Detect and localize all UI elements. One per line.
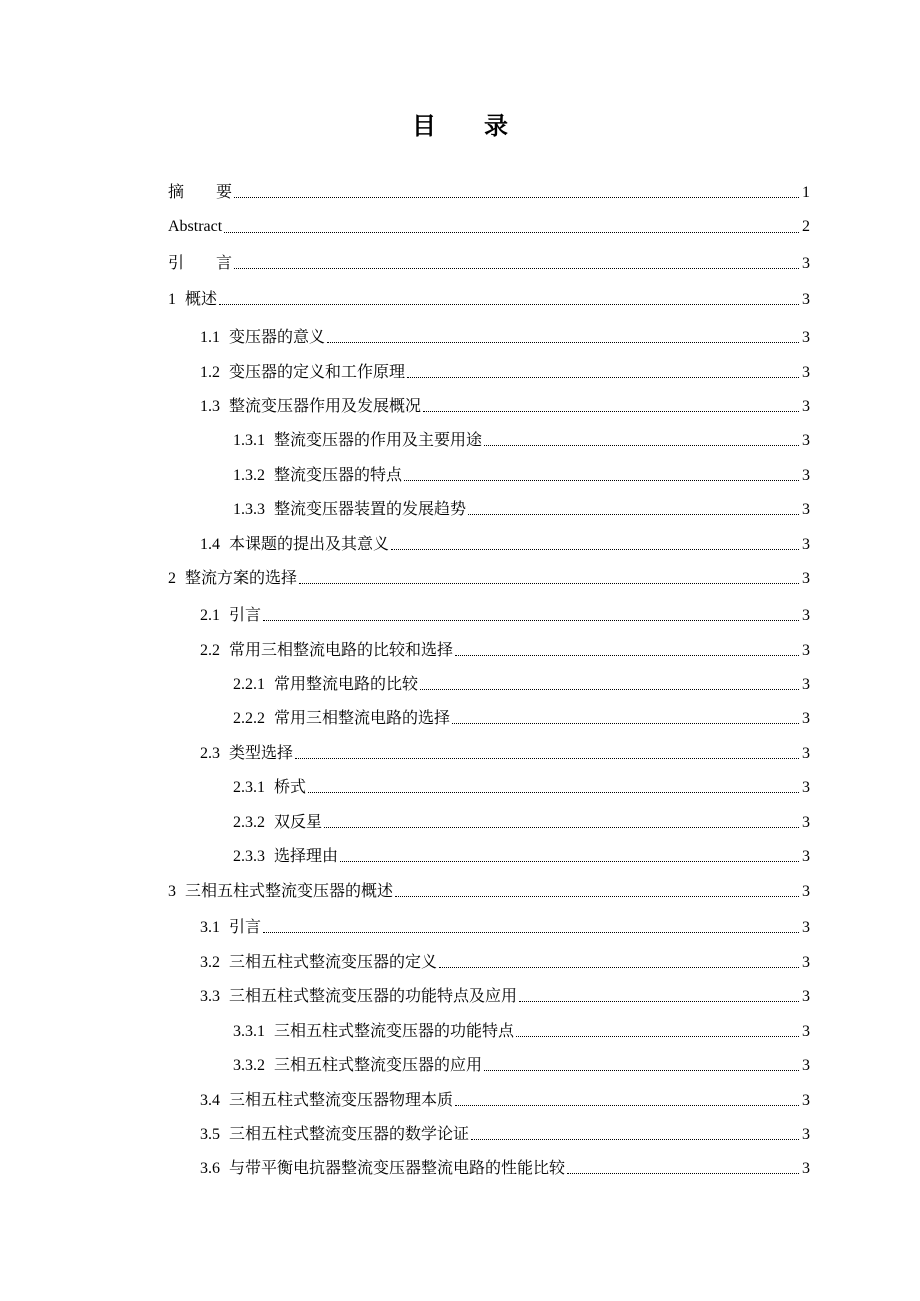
toc-entry-number: 2.2 [200,642,220,659]
toc-leader-dots [299,582,799,584]
toc-entry-page: 3 [802,919,810,936]
toc-leader-dots [484,1069,799,1071]
toc-leader-dots [471,1138,799,1140]
toc-entry-label: 变压器的定义和工作原理 [229,362,406,381]
toc-leader-dots [439,966,799,968]
toc-entry-number: 1.4 [200,536,220,553]
toc-entry-number: 3.5 [200,1126,220,1143]
toc-entry-page: 2 [802,218,810,235]
toc-entry-1-1[interactable] [200,326,810,348]
toc-entry-page: 3 [802,1092,810,1109]
toc-entry-page: 3 [802,1057,810,1074]
toc-leader-dots [455,1104,799,1106]
toc-entry-3-5[interactable] [200,1123,810,1145]
toc-entry-number: 1.2 [200,364,220,381]
toc-leader-dots [455,654,799,656]
toc-entry-page: 3 [802,1126,810,1143]
toc-entry-number: 1.3.3 [233,501,265,518]
toc-entry-label: 桥式 [274,777,307,796]
toc-entry-3[interactable] [168,880,810,902]
toc-leader-dots [420,688,799,690]
toc-entry-page: 3 [802,745,810,762]
toc-leader-dots [295,757,799,759]
toc-leader-dots [263,931,799,933]
toc-leader-dots [340,860,799,862]
toc-entry-1-3-2[interactable] [233,464,810,486]
toc-entry-label: 整流变压器装置的发展趋势 [274,499,467,518]
toc-entry-label: 类型选择 [229,743,294,762]
toc-entry-3-3-1[interactable] [233,1020,810,1042]
toc-entry-page: 3 [802,607,810,624]
toc-entry-page: 3 [802,570,810,587]
toc-entry-label: 三相五柱式整流变压器的应用 [274,1055,483,1074]
toc-entry-label: 三相五柱式整流变压器物理本质 [229,1090,454,1109]
toc-entry-page: 3 [802,364,810,381]
toc-leader-dots [423,410,799,412]
toc-entry-label: 整流变压器作用及发展概况 [229,396,422,415]
toc-entry-label: 引 言 [168,253,233,272]
toc-entry-number: 1.1 [200,329,220,346]
toc-entry-2-3[interactable] [200,742,810,764]
toc-leader-dots [234,196,799,198]
toc-entry-3-4[interactable] [200,1089,810,1111]
toc-leader-dots [468,513,799,515]
toc-entry-2[interactable] [168,567,810,589]
toc-entry-number: 2.2.1 [233,676,265,693]
toc-entry-number: 3.1 [200,919,220,936]
toc-entry-label: 三相五柱式整流变压器的功能特点 [274,1021,515,1040]
toc-entry-page: 3 [802,954,810,971]
toc-entry-2-2[interactable] [200,639,810,661]
toc-entry-number: 2.2.2 [233,710,265,727]
toc-entry-3-3[interactable] [200,985,810,1007]
toc-entry-label: 引言 [229,917,262,936]
toc-entry-page: 3 [802,676,810,693]
toc-entry-page: 3 [802,848,810,865]
toc-entry-label: 选择理由 [274,846,339,865]
toc-entry-number: 1.3.1 [233,432,265,449]
toc-entry-3-6[interactable] [200,1157,810,1179]
toc-entry-page: 3 [802,779,810,796]
toc-entry-number: 1 [168,291,176,308]
toc-entry-number: 2.3.1 [233,779,265,796]
page-title: 目 录 [412,111,508,140]
toc-entry-1-4[interactable] [200,533,810,555]
toc-entry-number: 3 [168,883,176,900]
toc-entry-page: 3 [802,710,810,727]
toc-entry-abstract-cn[interactable] [168,181,810,203]
toc-entry-abstract-en[interactable] [168,216,810,238]
toc-leader-dots [452,722,799,724]
toc-entry-page: 3 [802,883,810,900]
toc-leader-dots [219,303,799,305]
toc-leader-dots [308,791,799,793]
toc-entry-label: 整流方案的选择 [185,568,298,587]
toc-leader-dots [327,341,799,343]
toc-leader-dots [395,895,799,897]
toc-entry-page: 3 [802,642,810,659]
toc-leader-dots [484,444,799,446]
toc-entry-2-1[interactable] [200,604,810,626]
toc-entry-number: 2.3.3 [233,848,265,865]
toc-entry-page: 3 [802,467,810,484]
toc-entry-2-3-2[interactable] [233,811,810,833]
toc-entry-page: 3 [802,988,810,1005]
toc-entry-label: 引言 [229,605,262,624]
toc-entry-1-3[interactable] [200,395,810,417]
toc-leader-dots [567,1172,799,1174]
toc-leader-dots [407,376,799,378]
toc-entry-page: 3 [802,255,810,272]
toc-entry-2-3-1[interactable] [233,776,810,798]
toc-entry-number: 3.4 [200,1092,220,1109]
toc-entry-label: 常用三相整流电路的选择 [274,708,451,727]
toc-entry-number: 3.3.2 [233,1057,265,1074]
toc-leader-dots [519,1000,799,1002]
toc-entry-page: 3 [802,814,810,831]
toc-entry-page: 3 [802,536,810,553]
toc-leader-dots [224,231,799,233]
toc-entry-label: 三相五柱式整流变压器的概述 [185,881,394,900]
toc-entry-label: 摘 要 [168,182,233,201]
toc-entry-page: 3 [802,291,810,308]
toc-entry-label: 常用三相整流电路的比较和选择 [229,640,454,659]
toc-entry-page: 1 [802,184,810,201]
toc-entry-number: 3.3.1 [233,1023,265,1040]
toc-entry-page: 3 [802,1023,810,1040]
toc-entry-introduction[interactable] [168,252,810,274]
toc-leader-dots [324,826,799,828]
toc-entry-3-3-2[interactable] [233,1054,810,1076]
toc-entry-label: 常用整流电路的比较 [274,674,419,693]
toc-entry-label: 整流变压器的作用及主要用途 [274,430,483,449]
toc-entry-label: 双反星 [274,812,323,831]
toc-entry-label: 变压器的意义 [229,327,326,346]
toc-entry-number: 2.3 [200,745,220,762]
toc-leader-dots [263,619,799,621]
toc-entry-number: 2.1 [200,607,220,624]
toc-entry-1-2[interactable] [200,361,810,383]
toc-entry-page: 3 [802,501,810,518]
toc-entry-1[interactable] [168,288,810,310]
toc-entry-page: 3 [802,398,810,415]
toc-entry-label: 三相五柱式整流变压器的功能特点及应用 [229,986,518,1005]
toc-entry-label: 本课题的提出及其意义 [229,534,390,553]
toc-entry-label: Abstract [168,218,223,235]
toc-entry-label: 与带平衡电抗器整流变压器整流电路的性能比较 [229,1158,566,1177]
toc-entry-1-3-1[interactable] [233,429,810,451]
toc-entry-number: 3.6 [200,1160,220,1177]
toc-leader-dots [234,267,799,269]
toc-entry-label: 概述 [185,289,218,308]
toc-leader-dots [404,479,799,481]
toc-entry-3-1[interactable] [200,916,810,938]
toc-entry-page: 3 [802,1160,810,1177]
toc-entry-label: 三相五柱式整流变压器的数学论证 [229,1124,470,1143]
toc-entry-label: 整流变压器的特点 [274,465,403,484]
toc-entry-number: 3.2 [200,954,220,971]
toc-entry-number: 2.3.2 [233,814,265,831]
toc-entry-3-2[interactable] [200,951,810,973]
toc-entry-2-2-2[interactable] [233,707,810,729]
toc-entry-number: 3.3 [200,988,220,1005]
toc-entry-number: 1.3 [200,398,220,415]
toc-leader-dots [391,548,799,550]
toc-entry-2-2-1[interactable] [233,673,810,695]
toc-entry-1-3-3[interactable] [233,498,810,520]
toc-entry-page: 3 [802,329,810,346]
toc-entry-page: 3 [802,432,810,449]
toc-entry-label: 三相五柱式整流变压器的定义 [229,952,438,971]
toc-entry-number: 1.3.2 [233,467,265,484]
toc-entry-number: 2 [168,570,176,587]
toc-leader-dots [516,1035,799,1037]
toc-entry-2-3-3[interactable] [233,845,810,867]
